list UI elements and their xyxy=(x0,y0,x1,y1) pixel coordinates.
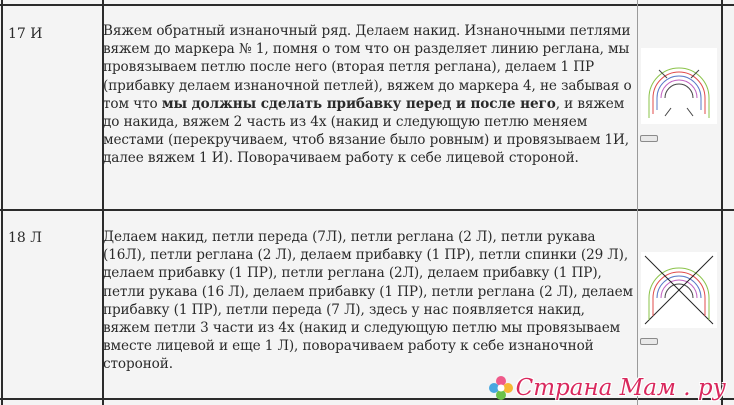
instruction-text: Вяжем обратный изнаночный ряд. Делаем накид. Изнаночными петлями вяжем до маркера № 1, помня о том что он разделяет линию реглана, мы провязываем петлю после него (вторая петля реглана), делаем 1 ПР (прибавку делаем изнаночной петлей), вяжем до маркера 4, не забывая о том что xyxy=(103,23,632,112)
table-right-border xyxy=(721,0,723,405)
table-left-border xyxy=(1,0,3,405)
raglan-diagram-graphic xyxy=(641,48,717,124)
raglan-diagram-image[interactable] xyxy=(641,252,717,328)
row-divider xyxy=(0,209,734,211)
instruction-emphasis: мы должны сделать прибавку перед и после него xyxy=(161,95,556,112)
column-divider xyxy=(637,0,638,405)
flower-logo-icon xyxy=(488,375,514,401)
image-resize-handle[interactable] xyxy=(640,338,658,345)
row-label: 18 Л xyxy=(8,230,42,246)
instruction-text: , и вяжем до накида, вяжем 2 часть из 4х (накид и следующую петлю меняем местами (перекручиваем, чтоб вязание было ровным) и провязываем 1И, далее вяжем 1 И). Поворачиваем работу к себе лицевой стороной. xyxy=(103,95,630,167)
raglan-diagram-graphic xyxy=(641,252,717,328)
row-instructions xyxy=(103,228,635,374)
watermark-text: Страна Мам . ру xyxy=(515,375,726,401)
row-instructions xyxy=(103,22,635,168)
raglan-diagram-image[interactable] xyxy=(641,48,717,124)
row-label: 17 И xyxy=(8,26,43,42)
table-top-border xyxy=(0,4,734,6)
image-resize-handle[interactable] xyxy=(640,135,658,142)
instruction-text: Делаем накид, петли переда (7Л), петли реглана (2 Л), петли рукава (16Л), петли реглана (2 Л), делаем прибавку (1 ПР), петли спинки (29 Л), делаем прибавку (1 ПР), петли реглана (2Л), делаем прибавку (1 ПР), петли рукава (16 Л), делаем прибавку (1 ПР), петли реглана (2 Л), делаем прибавку (1 ПР), петли переда (7 Л), здесь у нас появляется накид, вяжем петли 3 части из 4х (накид и следующую петлю мы провязываем вместе лицевой и еще 1 Л), поворачиваем работу к себе изнаночной стороной. xyxy=(103,229,633,373)
site-watermark xyxy=(488,375,726,401)
